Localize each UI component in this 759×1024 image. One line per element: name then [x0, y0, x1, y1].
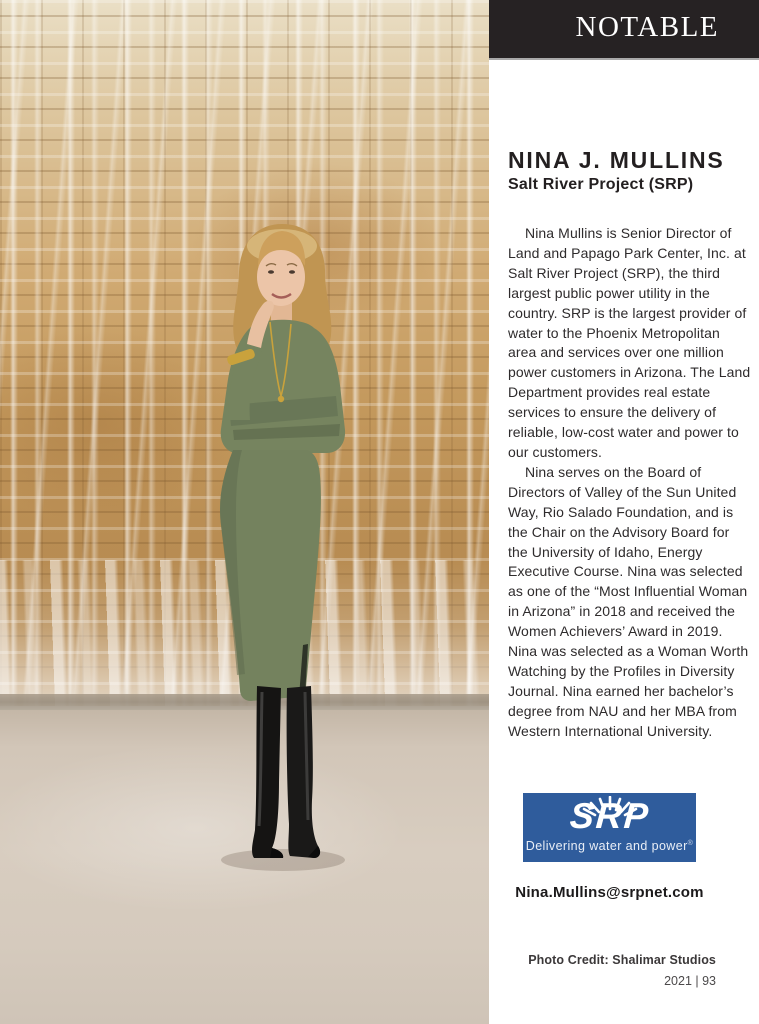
srp-tagline: Delivering water and power® [525, 839, 694, 854]
srp-logo-mark [550, 795, 670, 837]
profile-name: NINA J. MULLINS [508, 147, 725, 173]
notable-banner [489, 0, 759, 60]
photo-credit: Photo Credit: Shalimar Studios [528, 953, 716, 967]
contact-email: Nina.Mullins@srpnet.com [515, 884, 704, 901]
bio-text [508, 224, 751, 742]
bio-paragraph-1: Nina Mullins is Senior Director of Land and Papago Park Center, Inc. at Salt River Project (SRP), the third largest public power utility in the country. SRP is the largest provider of water to the Phoenix Metropolitan area and services over one million power customers in Arizona. The Land Department provides real estate services to ensure the delivery of reliable, low-cost water and power to our customers. [508, 225, 751, 460]
bio-paragraph-2: Nina serves on the Board of Directors of Valley of the Sun United Way, Rio Salado Foundation, and is the Chair on the Advisory Board for the University of Idaho, Energy Executive Course. Nina was selected as one of the “Most Influential Woman in Arizona” in 2018 and received the Women Achievers’ Award in 2019. Nina was selected as a Woman Worth Watching by the Profiles in Diversity Journal. Nina earned her bachelor’s degree from NAU and her MBA from Western International University. [508, 463, 749, 739]
profile-organization: Salt River Project (SRP) [508, 176, 694, 193]
page-info: 2021 | 93 [664, 974, 716, 988]
srp-logo [523, 793, 696, 862]
srp-brand-text: SRP [568, 795, 651, 836]
footer-credits [466, 953, 716, 988]
notable-label: NOTABLE [575, 10, 719, 43]
registered-mark: ® [687, 840, 694, 847]
